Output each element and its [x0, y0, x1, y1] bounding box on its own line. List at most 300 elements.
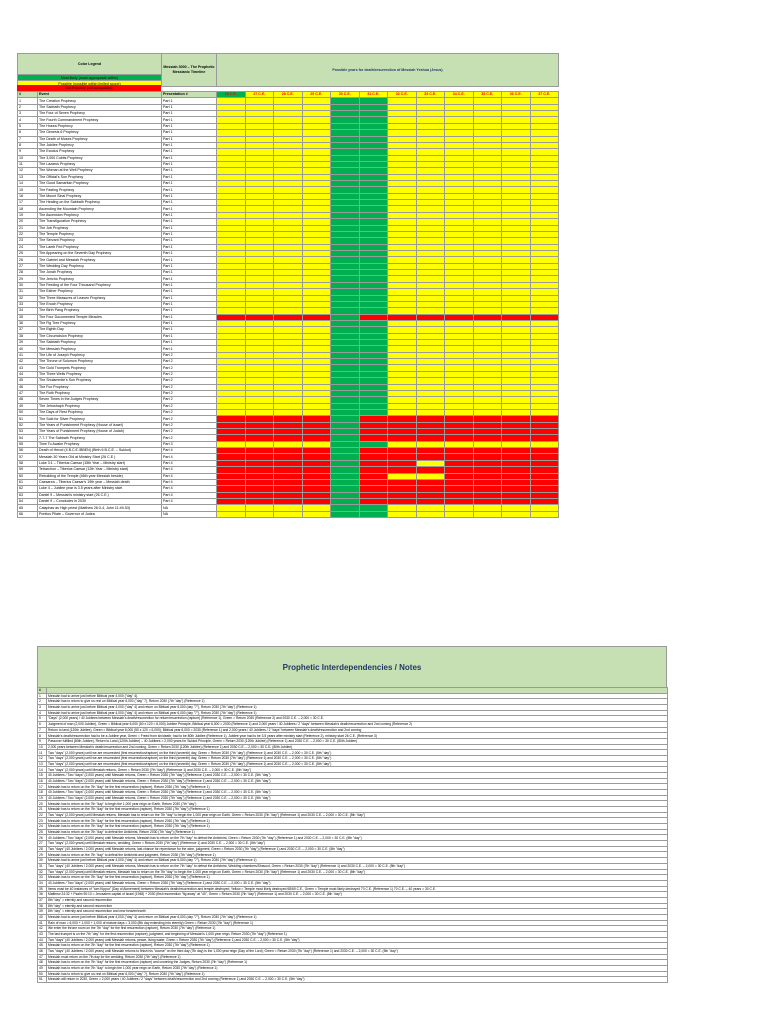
event-name: The Job Prophecy [38, 225, 162, 231]
note-num: 39 [38, 909, 47, 915]
event-name: The Creation Prophecy [38, 98, 162, 104]
event-presentation: Part 1 [162, 238, 217, 244]
event-name: Messiah 30 Years Old at Ministry Start (26 C.E.) [38, 454, 162, 460]
note-num: 12 [38, 756, 47, 762]
event-num: 50 [18, 409, 38, 415]
note-text: Messiah has to return on the 7th "day" for the first resurrection (rapture), Return 2030 (7th "day") (Reference 1) [47, 824, 668, 830]
note-num: 40 [38, 914, 47, 920]
event-name: The Four of Seven Prophecy [38, 111, 162, 117]
note-num: 32 [38, 869, 47, 875]
event-name: The Servant Prophecy [38, 238, 162, 244]
note-num: 11 [38, 750, 47, 756]
event-presentation: Part 1 [162, 295, 217, 301]
event-name: Time To Awake Prophecy [38, 441, 162, 447]
note-text: Two "days" (2,000 years) until Messiah returns, Green = Return 2030 (7th "day") (Reference 1) and 2030 C.E. – 2,000 = 30 C.E. (5th "day") [47, 767, 668, 773]
event-name: The Jonah Prophecy [38, 270, 162, 276]
note-text: 40 Jubilees / Two "days" (2,000 years) until Messiah returns, Green = Return 2030 (7th "day") (Reference 1) and 2030 C.E. – 2,000 = 30 C.E. (5th "day") [47, 880, 668, 886]
note-num: 27 [38, 841, 47, 847]
event-presentation: Part 2 [162, 397, 217, 403]
event-num: 16 [18, 193, 38, 199]
note-num: 28 [38, 846, 47, 852]
note-num: 18 [38, 790, 47, 796]
event-presentation: Part 1 [162, 174, 217, 180]
note-text: Two "days" (2,000 years) until we are resurrected (first resurrection/rapture) on the third (seventh) day, Green = Return 2030 (7th "day") (Reference 1) and 2030 C.E. – 2,000 = 30 C.E. (5th "day") [47, 761, 668, 767]
event-name: The Fig Tree Prophecy [38, 320, 162, 326]
note-num: 41 [38, 920, 47, 926]
event-presentation: Part 1 [162, 289, 217, 295]
event-presentation: NA [162, 511, 217, 517]
note-num: 2 [38, 699, 47, 705]
note-num: 24 [38, 824, 47, 830]
event-presentation: Part 1 [162, 168, 217, 174]
event-name: The Gold Trumpets Prophecy [38, 365, 162, 371]
event-name: The Life of Joseph Prophecy [38, 352, 162, 358]
event-presentation: Part 1 [162, 333, 217, 339]
event-presentation: Part 1 [162, 142, 217, 148]
note-num: 13 [38, 761, 47, 767]
event-presentation: Part 2 [162, 384, 217, 390]
event-presentation: Part 4 [162, 467, 217, 473]
note-text: 2,000 years between Messiah's death/resurrection and 2nd coming, Green = Return 2030 (120th Jubilee) (Reference 1) and 2030 C.E. – 2,000 = 30 C.E. (80th Jubilee) [47, 744, 668, 750]
note-num: 8 [38, 733, 47, 739]
note-text: Rain of man = 6,000 + 1,000 + 1,000 of mature days = 3,000 (8th day extending into eternity) Green = Return 2030 (7th "day") (Reference 1) [47, 920, 668, 926]
event-num: 31 [18, 289, 38, 295]
event-name: The Fasting Prophecy [38, 187, 162, 193]
event-num: 38 [18, 333, 38, 339]
note-num: 4 [38, 710, 47, 716]
event-num: 19 [18, 212, 38, 218]
event-num: 5 [18, 123, 38, 129]
event-presentation: Part 1 [162, 231, 217, 237]
event-name: The Four Documented Temple Miracles [38, 314, 162, 320]
event-num: 43 [18, 365, 38, 371]
note-num: 43 [38, 931, 47, 937]
event-name: The Transfiguration Prophecy [38, 219, 162, 225]
event-name: Luke 4 – Jubilee year is 3.5 years after Ministry start [38, 486, 162, 492]
event-num: 13 [18, 174, 38, 180]
year-header: 27 C.E. [245, 92, 274, 98]
note-num: 33 [38, 875, 47, 881]
event-presentation: Part 4 [162, 499, 217, 505]
event-num: 24 [18, 244, 38, 250]
event-presentation: Part 4 [162, 454, 217, 460]
event-presentation: Part 1 [162, 212, 217, 218]
event-presentation: NA [162, 505, 217, 511]
event-name: Daniel 9 – Messiah's ministry start (26 C.E.) [38, 492, 162, 498]
event-name: Tetrarchon – Tiberius Caesar (12th Year – Ministry start) [38, 467, 162, 473]
event-presentation: Part 1 [162, 149, 217, 155]
event-name: The Sabbath Prophecy [38, 104, 162, 110]
note-num: 37 [38, 897, 47, 903]
year-cell [388, 511, 417, 517]
event-name: 7-7-7 The Sabbath Prophecy [38, 435, 162, 441]
note-text: Items must be 40 instances of "tum Kippur" (Day of Atonement) between Messiah's death/resurrection and temple destroyed, Yellow = Temple most likely destroyed 68/69 C.E., Green = Temple most likely destroyed 70 C.E. (Reference 1) 70 C.E. – 40 years = 30 C.E. [47, 886, 668, 892]
event-num: 26 [18, 257, 38, 263]
event-name: The Ascension Prophecy [38, 212, 162, 218]
event-presentation: Part 4 [162, 460, 217, 466]
event-presentation: Part 1 [162, 187, 217, 193]
event-presentation: Part 1 [162, 314, 217, 320]
note-text: Two "days" (40 Jubilees / 2,000 years) until Messiah returns to finish his "course" on the third day (7th day) is the 1,000 year reign (Day of the Lord), Green = Return 2030 (7th "day") (Reference 1) and 2030 C.E. – 2,000 = 30 C.E. (5th "day") [47, 948, 668, 954]
year-header: 33 C.E. [416, 92, 445, 98]
note-text: 40 Jubilees / Two "days" (2,000 years) until Messiah returns, Green = Return 2030 (7th "day") (Reference 1) and 2030 C.E. – 2,000 = 30 C.E. (5th "day") [47, 778, 668, 784]
event-name: The Throne of Solomon Prophecy [38, 359, 162, 365]
year-header: 35 C.E. [473, 92, 502, 98]
notes-header-num: # [38, 688, 47, 694]
note-num: 6 [38, 722, 47, 728]
event-presentation: Part 1 [162, 346, 217, 352]
event-name: The Good Samaritan Prophecy [38, 181, 162, 187]
year-cell [502, 511, 531, 517]
event-num: 6 [18, 130, 38, 136]
note-num: 16 [38, 778, 47, 784]
event-num: 15 [18, 187, 38, 193]
event-num: 2 [18, 104, 38, 110]
event-presentation: Part 2 [162, 365, 217, 371]
year-cell [302, 511, 331, 517]
event-num: 20 [18, 219, 38, 225]
year-header: 36 C.E. [502, 92, 531, 98]
note-text: 8th "day" = eternity and second resurrection [47, 897, 668, 903]
event-num: 17 [18, 200, 38, 206]
event-num: 39 [18, 340, 38, 346]
timeline-label: Messiah 3000 – The Prophetic Messianic Timeline [162, 54, 217, 87]
year-cell [530, 511, 559, 517]
event-presentation: Part 1 [162, 155, 217, 161]
event-num: 48 [18, 397, 38, 403]
note-text: The last trumpet is on the 7th "day" for the first resurrection (rapture), judgment, and beginning of Messiah's 1,000 year reign, Return 2030 (7th "day") (Reference 1) [47, 931, 668, 937]
note-num: 5 [38, 716, 47, 722]
note-num: 21 [38, 807, 47, 813]
note-text: Passover fulfilled (80th Jubilee), Return to Land (120th Jubilee) – 40 Jubilees = 2,000 years for Sukkot Principle, Green = Return 2030 (120th Jubilee) (Reference 1) and 2030 C.E. – 2,000 = 30 C.E. (80th Jubilee) [47, 739, 668, 745]
note-num: 49 [38, 965, 47, 971]
event-presentation: Part 1 [162, 308, 217, 314]
event-name: The Gabriel and Messiah Prophecy [38, 257, 162, 263]
event-num: 65 [18, 505, 38, 511]
event-num: 45 [18, 378, 38, 384]
note-num: 17 [38, 784, 47, 790]
event-num: 7 [18, 136, 38, 142]
event-name: Death of Herod (4 B.C.E./BBEN) (Birth 6 B.C.E. – Sukkot) [38, 448, 162, 454]
event-presentation: Part 1 [162, 181, 217, 187]
note-text: Two "days" (40 Jubilees / 2,000 years) until Messiah returns, peace, living water, Green = Return 2030 (7th "day") (Reference 1) and 2030 C.E. – 2,000 = 30 C.E. (5th "day") [47, 937, 668, 943]
note-text: Messiah had to arrive just before Biblical year 4,000 ("day" 4) and return on Biblical year 6,000 (day "7"), Return 2030 (7th "day") (Reference 1) [47, 710, 668, 716]
note-text: 40 Jubilees / Two "days" (2,000 years) until Messiah returns, Green = Return 2030 (7th "day") (Reference 1) and 2030 C.E. – 2,000 = 30 C.E. (5th "day") [47, 790, 668, 796]
note-text: Return to land (120th Jubilee), Green = Biblical year 6,000 (50 x 120 = 6,000), Biblical year 6,000 = 2030 (Reference 1) and 2,000 years / 40 Jubilees / 2 "days" between Messiah's death/resurrection and 2nd coming [47, 727, 668, 733]
event-presentation: Part 1 [162, 250, 217, 256]
event-num: 40 [18, 346, 38, 352]
event-num: 4 [18, 117, 38, 123]
event-name: The Esther Prophecy [38, 289, 162, 295]
event-presentation: Part 1 [162, 270, 217, 276]
year-cell [473, 511, 502, 517]
event-name: The Shulammite's Sun Prophecy [38, 378, 162, 384]
event-name: The Messiah Prophecy [38, 346, 162, 352]
year-cell [445, 511, 474, 517]
event-presentation: Part 2 [162, 422, 217, 428]
notes-title: Prophetic Interdependencies / Notes [38, 647, 667, 689]
event-name: The Jubilee Prophecy [38, 142, 162, 148]
event-num: 66 [18, 511, 38, 517]
year-cell [331, 511, 360, 517]
event-name: The Feeding of the Four Thousand Prophecy [38, 282, 162, 288]
note-text: Judgment of man (2,000 Jubilee), Green = Biblical year 6,000 (50 x 120 = 6,000) Jubilee Principle, Biblical year 6,000 = 2030 (Reference 1) and 2,000 years / 40 Jubilees / 2 "days" between Messiah's death/resurrection and 2nd coming (Reference 2) [47, 722, 668, 728]
event-num: 22 [18, 231, 38, 237]
event-num: 55 [18, 441, 38, 447]
top-header [17, 53, 559, 87]
note-num: 7 [38, 727, 47, 733]
note-num: 9 [38, 739, 47, 745]
event-presentation: Part 2 [162, 378, 217, 384]
event-name: The Birth Pang Prophecy [38, 308, 162, 314]
event-num: 35 [18, 314, 38, 320]
event-num: 11 [18, 161, 38, 167]
event-row [18, 511, 559, 517]
note-text: Messiah has to return on the 7th "day" for the first resurrection (rapture), Return 2030 (7th "day") (Reference 1) [47, 784, 668, 790]
event-num: 3 [18, 111, 38, 117]
note-text: Messiah will return in 2030, Green = 2,000 years / 40 Jubilees / 2 "days" between death/resurrection and 2nd coming (Reference 1) and 2030 C.E. – 2,000 = 30 C.E. (5th "day") [47, 977, 668, 983]
header-event: Event [38, 92, 162, 98]
note-num: 22 [38, 812, 47, 818]
event-num: 36 [18, 320, 38, 326]
event-name: The Years of Punishment Prophecy (House of Israel) [38, 422, 162, 428]
note-num: 26 [38, 835, 47, 841]
note-num: 31 [38, 863, 47, 869]
note-num: 51 [38, 977, 47, 983]
note-text: Messiah has to return on the 7th "day" for the first resurrection (rapture), Return 2030 (7th "day") (Reference 1) [47, 943, 668, 949]
event-name: The Mount Sinai Prophecy [38, 193, 162, 199]
note-text: 40 Jubilees / Two "days" (2,000 years) until Messiah returns, Green = Return 2030 (7th "day") (Reference 1) and 2030 C.E. – 2,000 = 30 C.E. (5th "day") [47, 795, 668, 801]
event-presentation: Part 2 [162, 416, 217, 422]
note-num: 25 [38, 829, 47, 835]
event-name: The Official's Son Prophecy [38, 174, 162, 180]
year-cell [217, 511, 246, 517]
event-presentation: Part 1 [162, 206, 217, 212]
header-presentation: Presentation # [162, 92, 217, 98]
event-name: Seven Times in the Judges Prophecy [38, 397, 162, 403]
note-num: 42 [38, 926, 47, 932]
note-num: 45 [38, 943, 47, 949]
note-text: Messiah has to return on the 7th "day" for the first resurrection (rapture) and crowning the Judges, Return 2030 (7th "day") (Reference 1) [47, 960, 668, 966]
note-text: Messiah has to return on the 7th "day" for the first resurrection (rapture), Return 2030 (7th "day") (Reference 1) [47, 875, 668, 881]
event-name: Luke 3:1 – Tiberius Caesar (15th Year – Ministry start) [38, 460, 162, 466]
event-num: 28 [18, 270, 38, 276]
note-num: 3 [38, 705, 47, 711]
event-presentation: Part 1 [162, 130, 217, 136]
event-num: 27 [18, 263, 38, 269]
note-num: 14 [38, 767, 47, 773]
event-name: The Appearing on the Seventh Day Prophecy [38, 250, 162, 256]
event-presentation: Part 2 [162, 352, 217, 358]
event-num: 64 [18, 499, 38, 505]
event-name: Rebuilding of the Temple (46th year Messiah beside) [38, 473, 162, 479]
event-presentation: Part 1 [162, 219, 217, 225]
event-presentation: Part 3 [162, 441, 217, 447]
note-num: 36 [38, 892, 47, 898]
event-presentation: Part 4 [162, 492, 217, 498]
year-header: 30 C.E. [331, 92, 360, 98]
event-presentation: Part 1 [162, 193, 217, 199]
main-title: Possible years for death/resurrection of Messiah Yeshua (Jesus) [217, 54, 559, 87]
event-name: The Three Measures of Leaven Prophecy [38, 295, 162, 301]
header-num: # [18, 92, 38, 98]
note-text: Two "days" (40 Jubilees / 2,000 years) until Messiah returns, Messiah has to return on the 7th "day" to defeat the Antichrist, Wedding chambers/Shavuot, Green = Return 2030 (7th "day") (Reference 1) and 2030 C.E. – 2,000 = 30 C.E. (5th "day") [47, 863, 668, 869]
event-num: 52 [18, 422, 38, 428]
event-num: 21 [18, 225, 38, 231]
event-name: Pontius Pilate – Governor of Judea [38, 511, 162, 517]
event-num: 8 [18, 142, 38, 148]
legend-yellow: Possible (possible within limited scope) [18, 81, 162, 87]
event-num: 58 [18, 460, 38, 466]
event-num: 14 [18, 181, 38, 187]
event-presentation: Part 1 [162, 282, 217, 288]
event-num: 12 [18, 168, 38, 174]
event-name: The Lamb Fed Prophecy [38, 244, 162, 250]
event-name: The Lazarus Prophecy [38, 161, 162, 167]
event-name: The Genesis 6 Prophecy [38, 130, 162, 136]
event-name: The Exodus Prophecy [38, 149, 162, 155]
note-text: Two "days" (2,000 years) until Messiah returns, Messiah has to return on the 7th "day" to begin the 1,000 year reign on Earth, Green = Return 2030 (7th "day") (Reference 1) and 2030 C.E. – 2,000 = 30 C.E. (5th "day") [47, 812, 668, 818]
note-text: Two "days" (2,000 years) until Messiah returns, wedding, Green = Return 2030 (7th "day") (Reference 1) and 2030 C.E. – 2,000 = 30 C.E. (5th "day") [47, 841, 668, 847]
event-num: 61 [18, 479, 38, 485]
note-text: Messiah has to return to give us rest on Biblical year 6,000 ("day" 7), Return 2030 (7th "day") (Reference 1) [47, 699, 668, 705]
event-name: The Wedding Day Prophecy [38, 263, 162, 269]
note-text: Messiah had to arrive just before Biblical year 4,000 ("day" 4). [47, 693, 668, 699]
note-num: 50 [38, 971, 47, 977]
note-text: 40 Jubilees / Two "days" (2,000 years) until Messiah returns, Messiah has to return on the 7th "day" to defeat the Antichrist, Green = Return 2030 (7th "day") (Reference 1) and 2030 C.E. – 2,000 = 30 C.E. (5th "day") [47, 835, 668, 841]
event-num: 32 [18, 295, 38, 301]
note-text: Messiah has to return on the 7th "day" to defeat the Antichrist and judgment, Return 2030 (7th "day") (Reference 1) [47, 852, 668, 858]
event-name: The Fourth Commandment Prophecy [38, 117, 162, 123]
event-num: 44 [18, 371, 38, 377]
event-num: 41 [18, 352, 38, 358]
event-presentation: Part 1 [162, 327, 217, 333]
event-name: Daniel 9 – Concludes in 2030 [38, 499, 162, 505]
note-num: 47 [38, 954, 47, 960]
legend-title: Color Legend [18, 54, 162, 75]
event-name: Ascending the Mountain Prophecy [38, 206, 162, 212]
event-num: 18 [18, 206, 38, 212]
event-num: 51 [18, 416, 38, 422]
event-num: 47 [18, 390, 38, 396]
event-presentation: Part 2 [162, 371, 217, 377]
event-presentation: Part 2 [162, 429, 217, 435]
note-row [38, 977, 668, 983]
note-text: 8th "day" = eternity and second resurrection and new heaven/earth [47, 909, 668, 915]
event-name: The Hosea Prophecy [38, 123, 162, 129]
event-name: Caesarea – Tiberius Caesar's 19th year – Messiah death [38, 479, 162, 485]
event-presentation: Part 1 [162, 340, 217, 346]
event-presentation: Part 4 [162, 448, 217, 454]
note-text: Two "days" (2,000 years) until we are resurrected (first resurrection/rapture) on the third (seventh) day, Green = Return 2030 (7th "day") (Reference 1) and 2030 C.E. – 2,000 = 30 C.E. (5th "day") [47, 750, 668, 756]
event-num: 57 [18, 454, 38, 460]
note-text: Messiah has to return on the 7th "day" to begin the 1,000 year reign on Earth, Return 2030 (7th "day") (Reference 1) [47, 965, 668, 971]
event-num: 62 [18, 486, 38, 492]
event-name: The Eighth Day [38, 327, 162, 333]
note-num: 35 [38, 886, 47, 892]
event-name: The 3,000 Cubits Prophecy [38, 155, 162, 161]
event-num: 29 [18, 276, 38, 282]
note-num: 1 [38, 693, 47, 699]
event-presentation: Part 4 [162, 486, 217, 492]
note-text: Two "days" (2,000 years) until Messiah returns, Messiah has to return on the 7th "day" to begin the 1,000 year reign on Earth, Green = Return 2030 (7th "day") (Reference 1) and 2030 C.E. – 2,000 = 30 C.E. (5th "day") [47, 869, 668, 875]
event-presentation: Part 1 [162, 263, 217, 269]
event-presentation: Part 2 [162, 390, 217, 396]
event-presentation: Part 1 [162, 123, 217, 129]
year-header: 28 C.E. [274, 92, 303, 98]
note-text: "Days" (2,000 years) / 40 Jubilees between Messiah's death/resurrection for return/resurrection (rapture) (Reference 1), Green = Return 2030 (Reference 2) and 2030 C.E. – 2,000 = 30 C.E. [47, 716, 668, 722]
event-name: Caiaphas as High priest (Matthew 26:3-4, John 11:49-53) [38, 505, 162, 511]
event-name: The Woman at the Well Prophecy [38, 168, 162, 174]
event-num: 9 [18, 149, 38, 155]
note-text: Two "days" (2,000 years) until we are resurrected (first resurrection/rapture) on the third (seventh) day, Green = Return 2030 (7th "day") (Reference 1) and 2030 C.E. – 2,000 = 30 C.E. (5th "day") [47, 756, 668, 762]
event-name: The Sabbath Prophecy [38, 340, 162, 346]
note-text: Messiah's death/resurrection had to be a Jubilee year, Green = Freed from sin/death; had to be 80th Jubilee (Reference 1), Jubilee year had to be 3.5 years after ministry start (Reference 2), ministry start 26 C.E. (Reference 3) [47, 733, 668, 739]
event-num: 30 [18, 282, 38, 288]
note-num: 34 [38, 880, 47, 886]
event-name: The Enoch Prophecy [38, 301, 162, 307]
event-presentation: Part 1 [162, 98, 217, 104]
possible-years-table [17, 91, 559, 518]
note-text: Matthew 24:32 + Psalm 90:10 = Jerusalem capital of Israel (1948) + 2030 (first resurrection "fig away" at "40", Green = Return 2030 (7th "day") (Reference 1) and 2030 C.E. – 2,000 = 30 C.E. (5th "day") [47, 892, 668, 898]
year-cell [274, 511, 303, 517]
event-name: The Years of Punishment Prophecy (House of Judah) [38, 429, 162, 435]
year-header: 29 C.E. [302, 92, 331, 98]
event-name: The Ruth Prophecy [38, 390, 162, 396]
note-text: Messiah has to return to give us rest on Biblical year 6,000 ("day" 7), Return 2030 (7th "day") (Reference 1) [47, 971, 668, 977]
event-presentation: Part 2 [162, 409, 217, 415]
event-num: 25 [18, 250, 38, 256]
event-name: The Jericho Prophecy [38, 276, 162, 282]
event-name: The Temple Prophecy [38, 231, 162, 237]
event-presentation: Part 2 [162, 435, 217, 441]
note-text: Messiah had to arrive just before Biblical year 4,000 ("day" 4) and return on Biblical year 6,000 (day "7"), Return 2030 (7th "day") (Reference 1) [47, 858, 668, 864]
note-text: 40 Jubilees / Two "days" (2,000 years) until Messiah returns, Green = Return 2030 (7th "day") (Reference 1) and 2030 C.E. – 2,000 = 30 C.E. (5th "day") [47, 773, 668, 779]
event-presentation: Part 2 [162, 359, 217, 365]
event-num: 34 [18, 308, 38, 314]
legend-red: Not Possible (not compatible) [17, 85, 161, 91]
event-presentation: Part 1 [162, 225, 217, 231]
event-presentation: Part 1 [162, 117, 217, 123]
event-presentation: Part 1 [162, 301, 217, 307]
note-num: 29 [38, 852, 47, 858]
note-num: 48 [38, 960, 47, 966]
event-num: 60 [18, 473, 38, 479]
event-num: 10 [18, 155, 38, 161]
event-presentation: Part 1 [162, 111, 217, 117]
note-num: 46 [38, 948, 47, 954]
event-num: 54 [18, 435, 38, 441]
note-num: 38 [38, 903, 47, 909]
year-header: 34 C.E. [445, 92, 474, 98]
note-num: 19 [38, 795, 47, 801]
event-presentation: Part 4 [162, 479, 217, 485]
event-num: 53 [18, 429, 38, 435]
event-presentation: Part 1 [162, 200, 217, 206]
event-name: The Healing on the Sabbath Prophecy [38, 200, 162, 206]
note-num: 23 [38, 818, 47, 824]
year-header: 37 C.E. [530, 92, 559, 98]
event-presentation: Part 1 [162, 136, 217, 142]
event-presentation: Part 1 [162, 161, 217, 167]
note-num: 10 [38, 744, 47, 750]
event-num: 46 [18, 384, 38, 390]
note-num: 15 [38, 773, 47, 779]
legend-green: Most likely (most appropriate within) [18, 75, 162, 81]
event-name: The Jehoshaph Prophecy [38, 403, 162, 409]
event-presentation: Part 2 [162, 403, 217, 409]
event-num: 56 [18, 448, 38, 454]
